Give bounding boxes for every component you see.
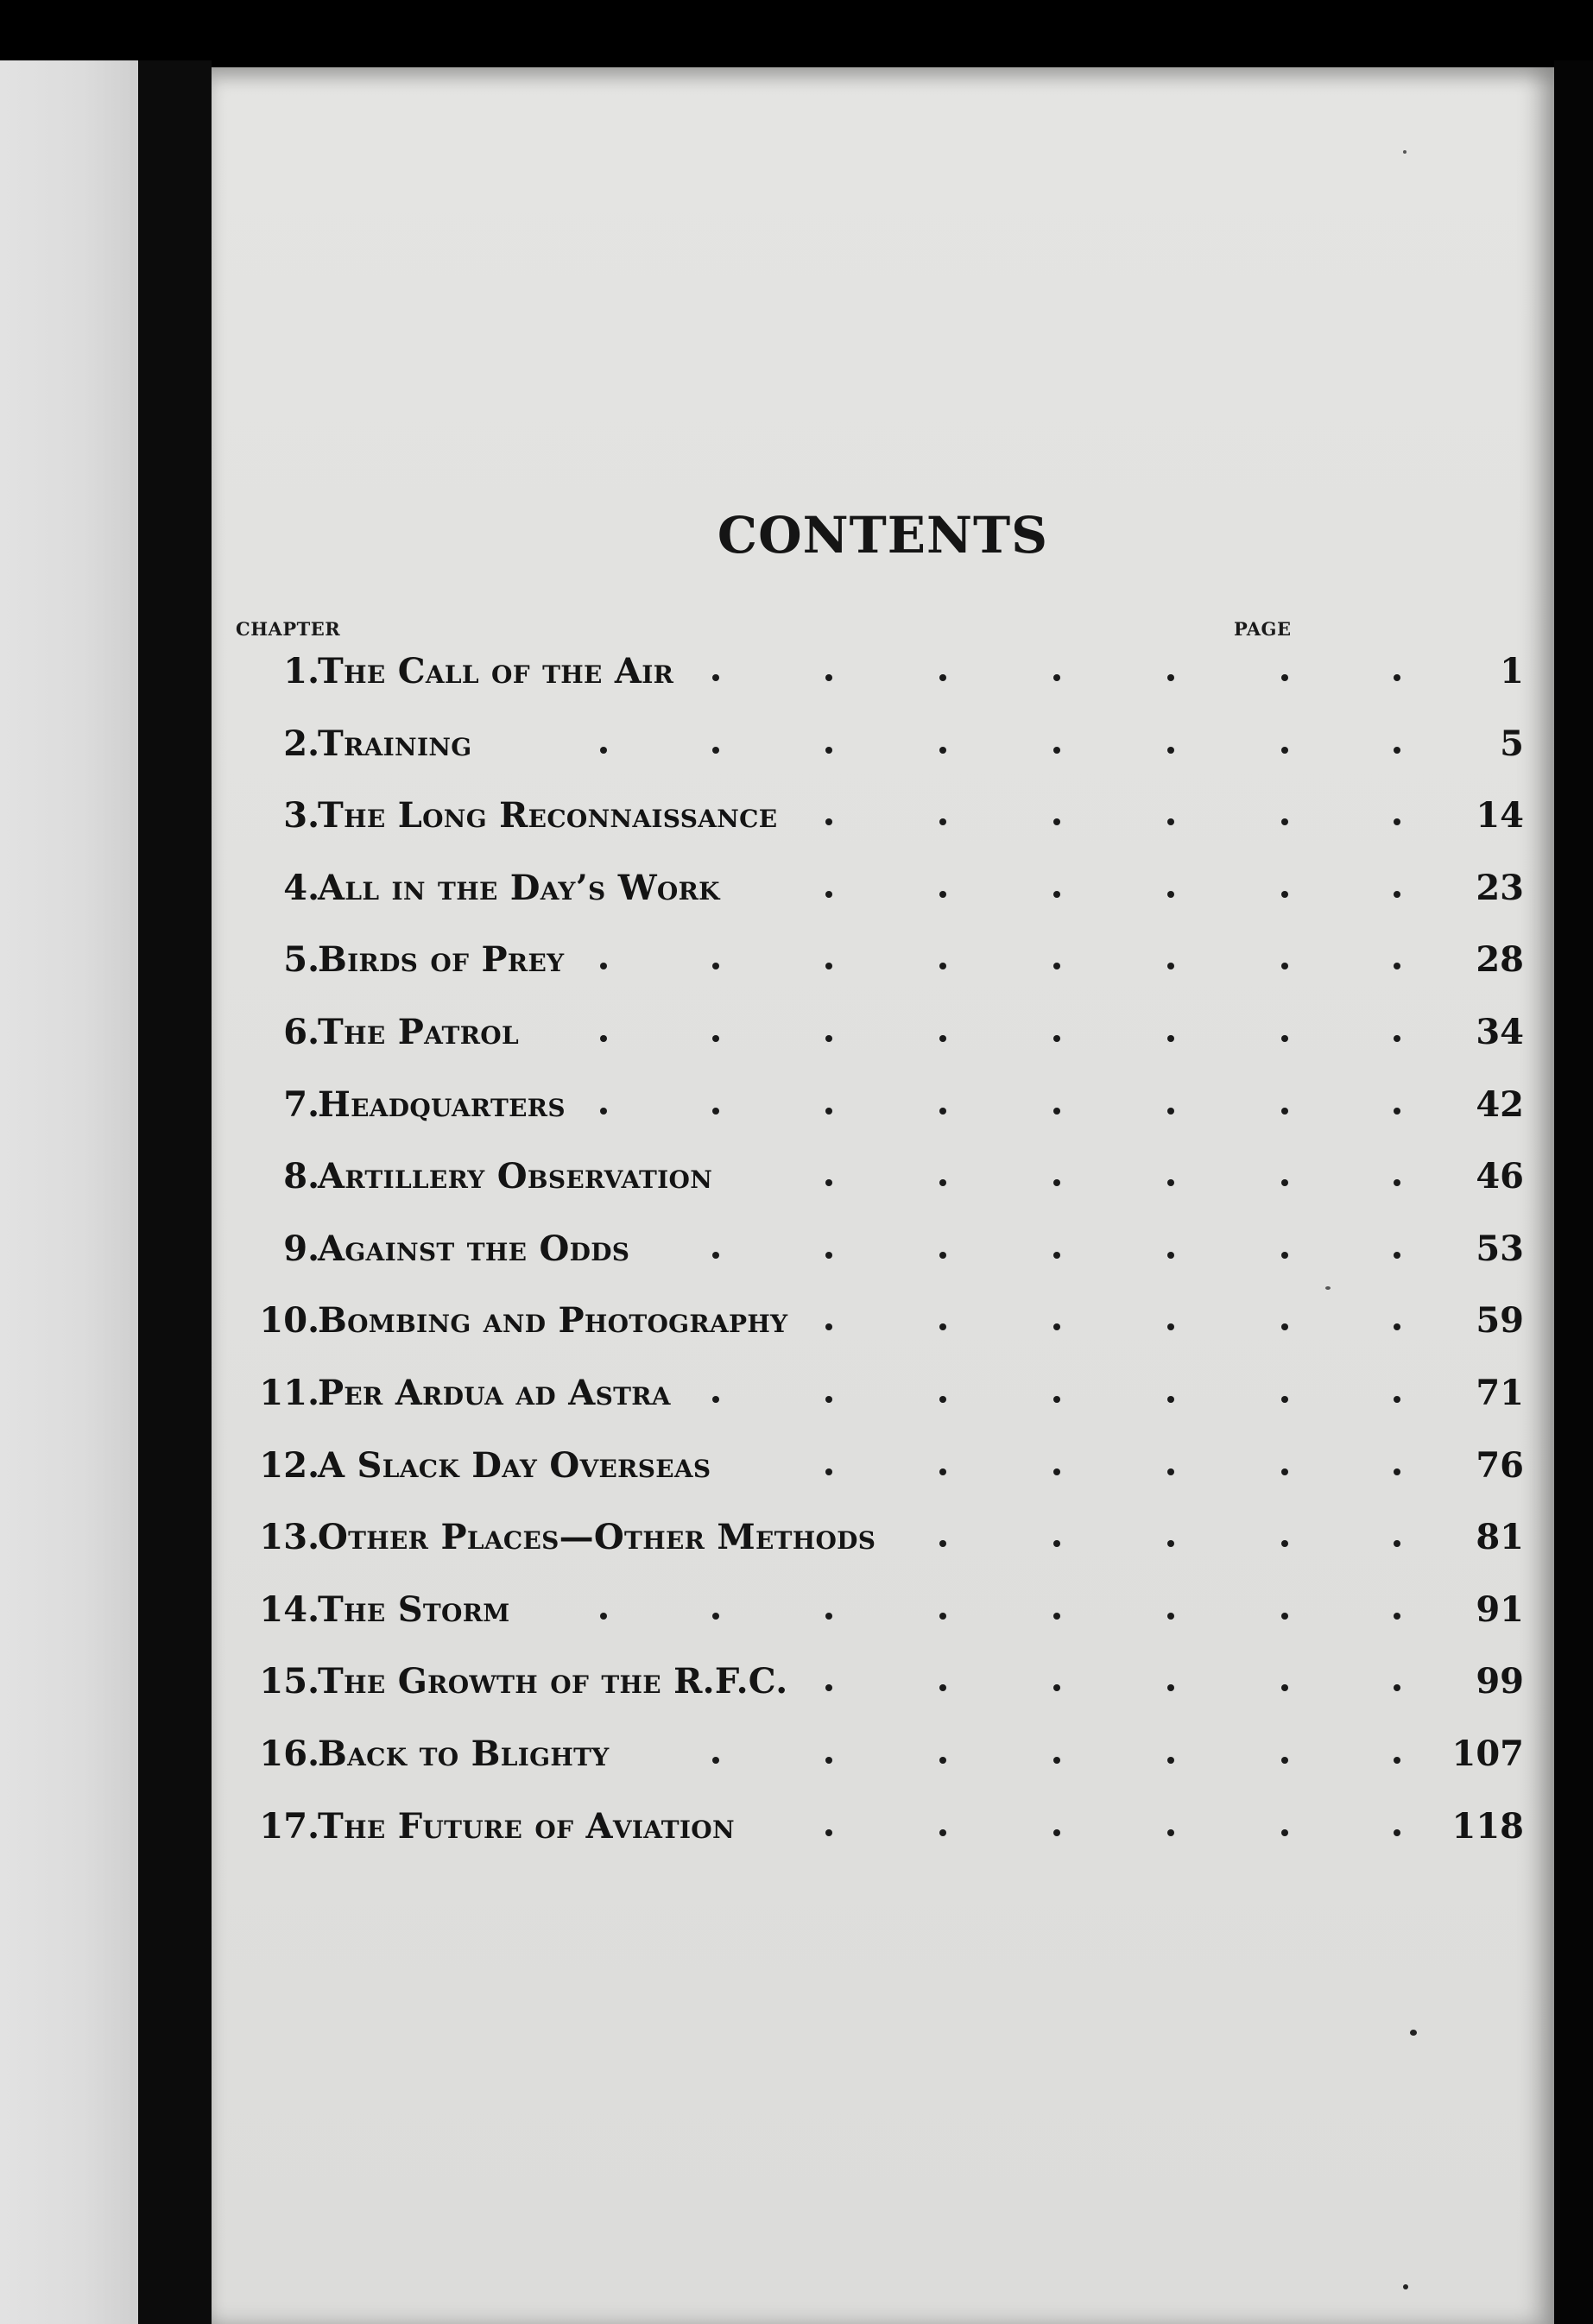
chapter-number: 13. [259, 1517, 319, 1558]
leader-dot [1281, 1323, 1288, 1330]
chapter-number: 12. [259, 1444, 319, 1486]
leader-dot [1281, 1540, 1288, 1547]
leader-dot [712, 747, 719, 754]
toc-entry [212, 788, 1554, 861]
leader-dot [1053, 1684, 1060, 1691]
leader-dot [1053, 891, 1060, 898]
leader-dot [1053, 1396, 1060, 1403]
toc-entry [212, 1510, 1554, 1582]
page-number: 71 [1476, 1372, 1524, 1413]
chapter-number: 14. [259, 1588, 319, 1630]
page-number: 34 [1476, 1011, 1524, 1052]
leader-dot [939, 1035, 946, 1042]
book-gutter [138, 60, 212, 2324]
leader-dot [939, 1613, 946, 1620]
leader-dot [1281, 1829, 1288, 1836]
leader-dot [600, 1035, 607, 1042]
chapter-number: 8. [283, 1156, 319, 1197]
leader-dot [1053, 1468, 1060, 1475]
leader-dot [1167, 1540, 1174, 1547]
page-number: 5 [1500, 723, 1524, 764]
leader-dot [825, 891, 832, 898]
leader-dot [1053, 963, 1060, 969]
leader-dot [1167, 1684, 1174, 1691]
leader-dot [1281, 1396, 1288, 1403]
leader-dot [825, 963, 832, 969]
chapter-title: The Storm [318, 1588, 510, 1630]
chapter-number: 7. [283, 1083, 319, 1125]
leader-dot [825, 1829, 832, 1836]
leader-dot [825, 1684, 832, 1691]
chapter-title: The Patrol [318, 1011, 519, 1052]
leader-dot [1281, 891, 1288, 898]
page-number: 1 [1500, 651, 1524, 692]
leader-dot [1394, 674, 1400, 681]
page-number: 28 [1476, 939, 1524, 981]
leader-dot [825, 1396, 832, 1403]
leader-dot [939, 1468, 946, 1475]
leader-dot [1281, 1684, 1288, 1691]
leader-dot [600, 1613, 607, 1620]
leader-dot [1053, 674, 1060, 681]
toc-entry [212, 1222, 1554, 1294]
leader-dot [712, 1396, 719, 1403]
leader-dot [1394, 1684, 1400, 1691]
toc-entry [212, 1799, 1554, 1872]
leader-dot [825, 1323, 832, 1330]
leader-dot [712, 1613, 719, 1620]
toc-entry [212, 1582, 1554, 1655]
leader-dot [825, 1468, 832, 1475]
leader-dot [1053, 818, 1060, 825]
toc-entry [212, 1293, 1554, 1366]
leader-dot [712, 1108, 719, 1115]
page-title: CONTENTS [717, 506, 1049, 565]
leader-dot [825, 747, 832, 754]
leader-dot [939, 1323, 946, 1330]
chapter-number: 4. [283, 867, 319, 908]
leader-dot [1281, 1035, 1288, 1042]
chapter-number: 5. [283, 939, 319, 981]
leader-dot [1053, 1108, 1060, 1115]
leader-dot [939, 1757, 946, 1764]
chapter-title: Against the Odds [318, 1228, 630, 1269]
leader-dot [1394, 1613, 1400, 1620]
leader-dot [1394, 1757, 1400, 1764]
leader-dot [939, 747, 946, 754]
leader-dot [939, 1396, 946, 1403]
chapter-number: 11. [259, 1372, 319, 1413]
chapter-number: 15. [259, 1661, 319, 1702]
leader-dot [825, 1035, 832, 1042]
leader-dot [1167, 1613, 1174, 1620]
leader-dot [600, 747, 607, 754]
chapter-number: 9. [283, 1228, 319, 1269]
leader-dot [1053, 1757, 1060, 1764]
chapter-title: Training [318, 723, 472, 764]
leader-dot [1167, 818, 1174, 825]
leader-dot [1167, 1757, 1174, 1764]
toc-entry [212, 1005, 1554, 1077]
leader-dot [1053, 1035, 1060, 1042]
chapter-title: A Slack Day Overseas [318, 1444, 711, 1486]
toc-entry [212, 1654, 1554, 1727]
page-column-header: PAGE [1234, 618, 1292, 640]
leader-dot [1394, 963, 1400, 969]
table-of-contents [212, 644, 1554, 1871]
leader-dot [1053, 1179, 1060, 1186]
toc-entry [212, 932, 1554, 1005]
leader-dot [825, 674, 832, 681]
leader-dot [1394, 1396, 1400, 1403]
leader-dot [1167, 1396, 1174, 1403]
leader-dot [1167, 747, 1174, 754]
leader-dot [825, 1252, 832, 1259]
chapter-number: 3. [283, 795, 319, 837]
page-number: 23 [1476, 867, 1524, 908]
toc-entry [212, 1366, 1554, 1438]
toc-entry [212, 861, 1554, 933]
chapter-title: Bombing and Photography [318, 1300, 788, 1342]
chapter-number: 1. [283, 651, 319, 692]
leader-dot [1394, 1252, 1400, 1259]
leader-dot [712, 674, 719, 681]
leader-dot [1167, 1179, 1174, 1186]
leader-dot [1394, 1540, 1400, 1547]
leader-dot [1053, 1540, 1060, 1547]
leader-dot [1281, 1108, 1288, 1115]
chapter-number: 2. [283, 723, 319, 764]
leader-dot [825, 1757, 832, 1764]
chapter-title: Birds of Prey [318, 939, 565, 981]
page-number: 81 [1476, 1517, 1524, 1558]
chapter-column-header: CHAPTER [236, 618, 341, 640]
page-number: 107 [1451, 1733, 1524, 1774]
leader-dot [939, 1684, 946, 1691]
chapter-title: The Call of the Air [318, 651, 674, 692]
leader-dot [1281, 1179, 1288, 1186]
leader-dot [1167, 1035, 1174, 1042]
leader-dot [939, 818, 946, 825]
leader-dot [1053, 1829, 1060, 1836]
chapter-number: 17. [259, 1805, 319, 1847]
page-number: 14 [1476, 795, 1524, 837]
paper-speck [1403, 150, 1407, 154]
leader-dot [939, 674, 946, 681]
chapter-title: The Long Reconnaissance [318, 795, 778, 837]
chapter-title: Headquarters [318, 1083, 566, 1125]
chapter-number: 6. [283, 1011, 319, 1052]
leader-dot [1394, 747, 1400, 754]
leader-dot [939, 891, 946, 898]
toc-entry [212, 1149, 1554, 1222]
page-number: 59 [1476, 1300, 1524, 1342]
leader-dot [825, 1108, 832, 1115]
facing-page-edge [0, 60, 138, 2324]
chapter-title: Artillery Observation [318, 1156, 713, 1197]
chapter-title: The Growth of the R.F.C. [318, 1661, 788, 1702]
page-number: 91 [1476, 1588, 1524, 1630]
leader-dot [712, 1035, 719, 1042]
leader-dot [1394, 891, 1400, 898]
leader-dot [939, 1252, 946, 1259]
chapter-number: 10. [259, 1300, 319, 1342]
toc-entry [212, 717, 1554, 789]
leader-dot [939, 963, 946, 969]
leader-dot [1053, 1613, 1060, 1620]
leader-dot [939, 1179, 946, 1186]
leader-dot [1167, 891, 1174, 898]
leader-dot [1167, 1323, 1174, 1330]
leader-dot [1394, 1829, 1400, 1836]
leader-dot [600, 963, 607, 969]
toc-entry [212, 644, 1554, 717]
leader-dot [1394, 1179, 1400, 1186]
leader-dot [1053, 1323, 1060, 1330]
leader-dot [1281, 747, 1288, 754]
leader-dot [1167, 674, 1174, 681]
leader-dot [1394, 1108, 1400, 1115]
leader-dot [1167, 1252, 1174, 1259]
leader-dot [939, 1540, 946, 1547]
chapter-title: The Future of Aviation [318, 1805, 735, 1847]
leader-dot [1281, 1468, 1288, 1475]
chapter-number: 16. [259, 1733, 319, 1774]
toc-entry [212, 1438, 1554, 1511]
leader-dot [825, 818, 832, 825]
leader-dot [712, 1252, 719, 1259]
leader-dot [825, 1613, 832, 1620]
leader-dot [1167, 963, 1174, 969]
toc-entry [212, 1727, 1554, 1799]
leader-dot [939, 1108, 946, 1115]
leader-dot [1167, 1108, 1174, 1115]
leader-dot [1394, 1035, 1400, 1042]
chapter-title: All in the Day’s Work [318, 867, 720, 908]
leader-dot [1281, 818, 1288, 825]
leader-dot [712, 963, 719, 969]
leader-dot [825, 1179, 832, 1186]
leader-dot [1281, 963, 1288, 969]
leader-dot [1053, 747, 1060, 754]
contents-page [212, 67, 1554, 2324]
scan-border [1554, 60, 1593, 2324]
leader-dot [1167, 1829, 1174, 1836]
leader-dot [1394, 1468, 1400, 1475]
leader-dot [1394, 818, 1400, 825]
leader-dot [1281, 674, 1288, 681]
paper-speck [1410, 2030, 1417, 2036]
page-number: 42 [1476, 1083, 1524, 1125]
leader-dot [600, 1108, 607, 1115]
paper-speck [1403, 2284, 1408, 2289]
page-number: 118 [1451, 1805, 1524, 1847]
chapter-title: Other Places—Other Methods [318, 1517, 876, 1558]
leader-dot [1281, 1613, 1288, 1620]
leader-dot [1394, 1323, 1400, 1330]
page-number: 76 [1476, 1444, 1524, 1486]
leader-dot [1167, 1468, 1174, 1475]
page-number: 46 [1476, 1156, 1524, 1197]
leader-dot [1281, 1252, 1288, 1259]
chapter-title: Per Ardua ad Astra [318, 1372, 671, 1413]
leader-dot [939, 1829, 946, 1836]
chapter-title: Back to Blighty [318, 1733, 610, 1774]
toc-entry [212, 1077, 1554, 1150]
page-number: 99 [1476, 1661, 1524, 1702]
leader-dot [1053, 1252, 1060, 1259]
page-number: 53 [1476, 1228, 1524, 1269]
leader-dot [1281, 1757, 1288, 1764]
leader-dot [712, 1757, 719, 1764]
